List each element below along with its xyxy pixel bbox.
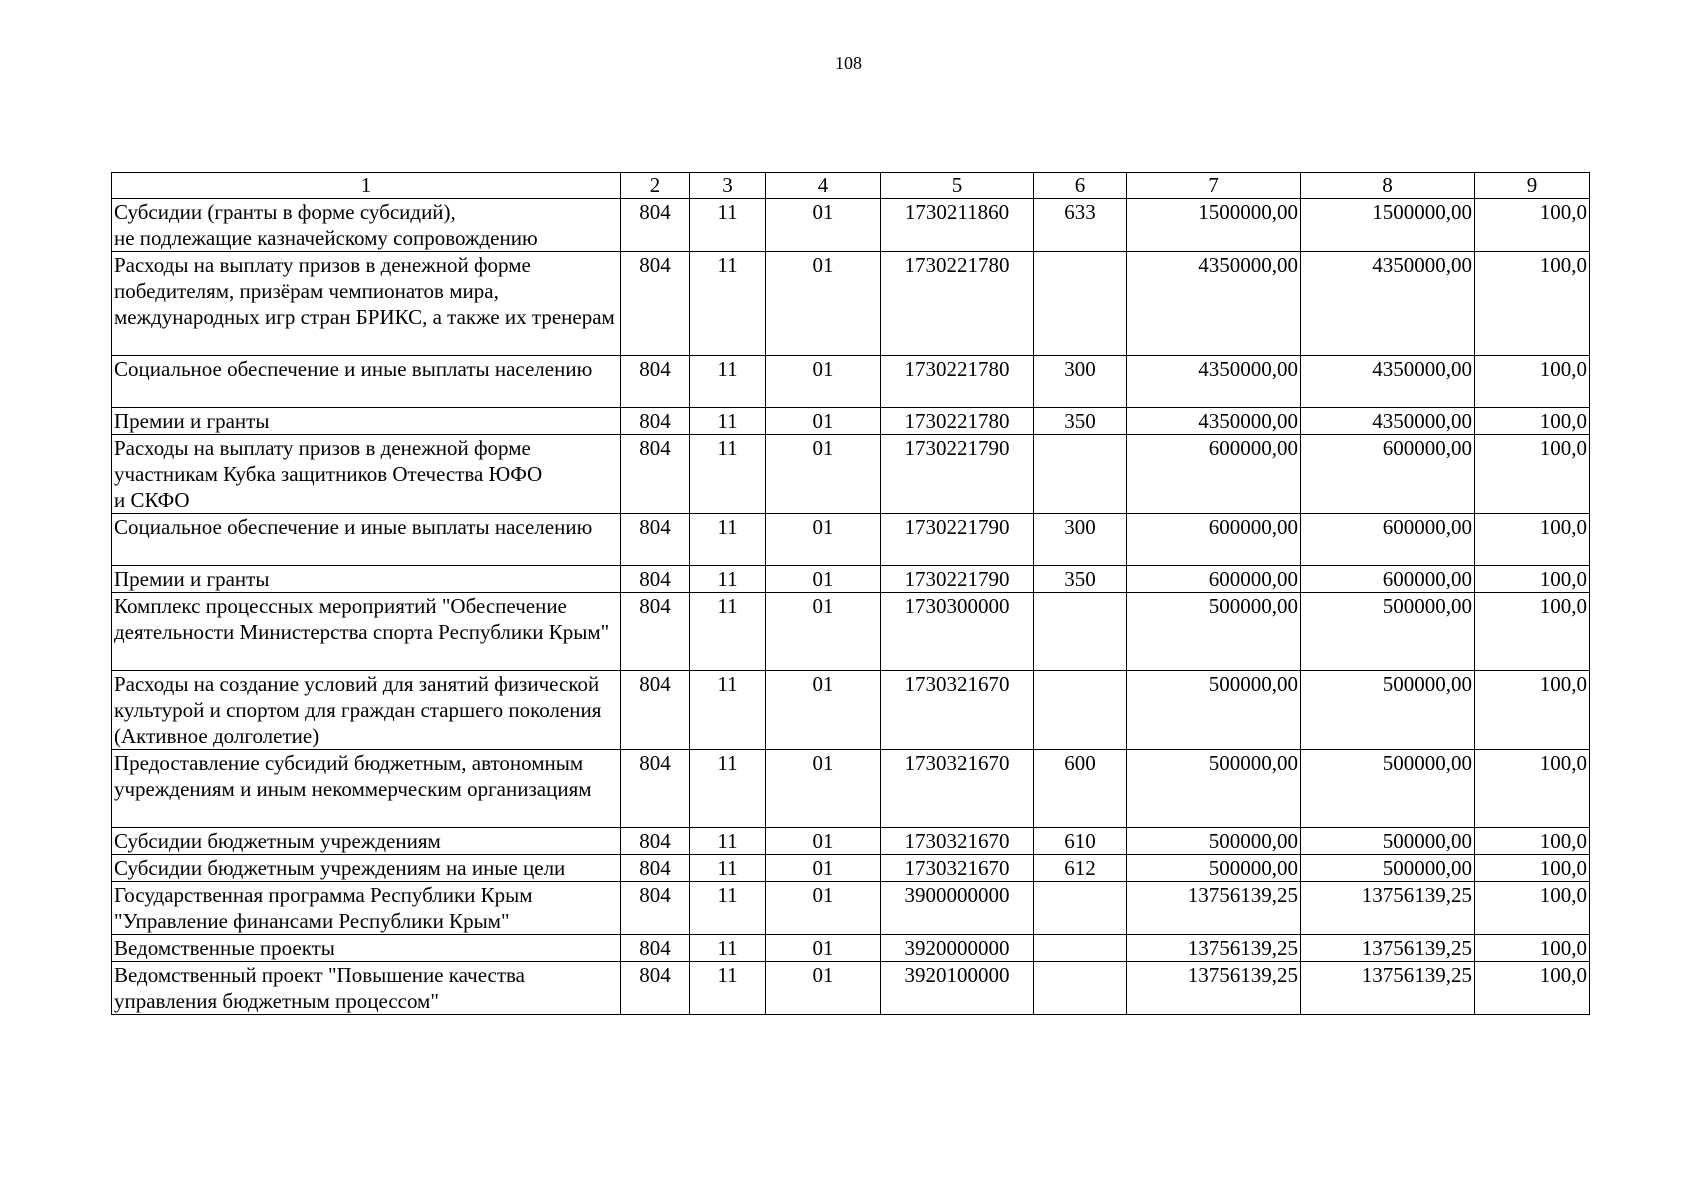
row-amount-planned: 4350000,00 [1127,252,1301,356]
row-subsection-code: 01 [766,962,881,1015]
row-admin-code: 804 [621,566,690,593]
row-name: Премии и гранты [112,408,621,435]
table-row [112,882,1590,935]
row-amount-planned: 500000,00 [1127,855,1301,882]
row-amount-executed: 4350000,00 [1301,356,1475,408]
row-section-code: 11 [690,408,766,435]
row-expense-type: 612 [1034,855,1127,882]
row-target-code: 1730300000 [881,593,1034,671]
row-target-code: 1730321670 [881,750,1034,828]
row-name: Расходы на создание условий для занятий физической культурой и спортом для граждан старшего поколения (Активное долголетие) [112,671,621,750]
row-name: Государственная программа Республики Крым "Управление финансами Республики Крым" [112,882,621,935]
row-admin-code: 804 [621,435,690,514]
row-amount-executed: 500000,00 [1301,593,1475,671]
row-percent: 100,0 [1475,828,1590,855]
row-expense-type [1034,935,1127,962]
row-name: Расходы на выплату призов в денежной форме победителям, призёрам чемпионатов мира, международных игр стран БРИКС, а также их тренерам [112,252,621,356]
row-section-code: 11 [690,828,766,855]
row-name: Субсидии бюджетным учреждениям [112,828,621,855]
row-expense-type: 350 [1034,408,1127,435]
row-subsection-code: 01 [766,252,881,356]
row-subsection-code: 01 [766,671,881,750]
row-target-code: 1730221780 [881,356,1034,408]
row-target-code: 1730221780 [881,408,1034,435]
row-expense-type [1034,962,1127,1015]
row-amount-executed: 13756139,25 [1301,962,1475,1015]
row-target-code: 3920100000 [881,962,1034,1015]
table-row [112,935,1590,962]
row-percent: 100,0 [1475,408,1590,435]
row-name: Премии и гранты [112,566,621,593]
row-expense-type [1034,882,1127,935]
row-percent: 100,0 [1475,435,1590,514]
table-row [112,199,1590,252]
table-body [112,199,1590,1015]
row-subsection-code: 01 [766,593,881,671]
row-admin-code: 804 [621,935,690,962]
row-amount-planned: 4350000,00 [1127,408,1301,435]
table-row [112,962,1590,1015]
row-admin-code: 804 [621,855,690,882]
column-header: 9 [1475,173,1590,199]
row-percent: 100,0 [1475,671,1590,750]
row-admin-code: 804 [621,671,690,750]
row-expense-type [1034,252,1127,356]
row-section-code: 11 [690,593,766,671]
row-expense-type [1034,593,1127,671]
row-percent: 100,0 [1475,356,1590,408]
row-percent: 100,0 [1475,855,1590,882]
table-row [112,828,1590,855]
column-number-row [112,173,1590,199]
row-amount-executed: 1500000,00 [1301,199,1475,252]
row-admin-code: 804 [621,514,690,566]
row-amount-executed: 600000,00 [1301,435,1475,514]
table-row [112,435,1590,514]
row-section-code: 11 [690,514,766,566]
row-amount-executed: 600000,00 [1301,566,1475,593]
row-admin-code: 804 [621,252,690,356]
table-row [112,356,1590,408]
row-amount-executed: 4350000,00 [1301,252,1475,356]
table-row [112,593,1590,671]
row-amount-executed: 4350000,00 [1301,408,1475,435]
column-header: 2 [621,173,690,199]
row-percent: 100,0 [1475,750,1590,828]
table-row [112,252,1590,356]
row-name: Комплекс процессных мероприятий "Обеспечение деятельности Министерства спорта Республики Крым" [112,593,621,671]
row-amount-executed: 500000,00 [1301,855,1475,882]
row-section-code: 11 [690,252,766,356]
row-target-code: 1730321670 [881,855,1034,882]
row-target-code: 1730321670 [881,671,1034,750]
row-percent: 100,0 [1475,514,1590,566]
table-row [112,671,1590,750]
row-section-code: 11 [690,671,766,750]
row-name: Субсидии (гранты в форме субсидий), не подлежащие казначейскому сопровождению [112,199,621,252]
row-section-code: 11 [690,882,766,935]
row-subsection-code: 01 [766,408,881,435]
row-name: Ведомственный проект "Повышение качества управления бюджетным процессом" [112,962,621,1015]
row-percent: 100,0 [1475,962,1590,1015]
row-amount-executed: 600000,00 [1301,514,1475,566]
row-target-code: 1730211860 [881,199,1034,252]
row-amount-executed: 13756139,25 [1301,882,1475,935]
row-amount-planned: 500000,00 [1127,593,1301,671]
row-amount-executed: 500000,00 [1301,828,1475,855]
row-expense-type: 350 [1034,566,1127,593]
row-section-code: 11 [690,566,766,593]
row-subsection-code: 01 [766,855,881,882]
row-section-code: 11 [690,750,766,828]
row-percent: 100,0 [1475,566,1590,593]
row-section-code: 11 [690,356,766,408]
row-percent: 100,0 [1475,252,1590,356]
row-target-code: 1730321670 [881,828,1034,855]
row-name: Расходы на выплату призов в денежной форме участникам Кубка защитников Отечества ЮФО и СКФО [112,435,621,514]
row-name: Субсидии бюджетным учреждениям на иные цели [112,855,621,882]
row-target-code: 1730221790 [881,435,1034,514]
row-admin-code: 804 [621,750,690,828]
row-target-code: 1730221790 [881,514,1034,566]
row-amount-planned: 500000,00 [1127,828,1301,855]
table-row [112,566,1590,593]
row-admin-code: 804 [621,356,690,408]
row-amount-planned: 600000,00 [1127,435,1301,514]
row-admin-code: 804 [621,408,690,435]
row-name: Социальное обеспечение и иные выплаты населению [112,514,621,566]
row-expense-type [1034,435,1127,514]
row-expense-type: 600 [1034,750,1127,828]
row-name: Ведомственные проекты [112,935,621,962]
row-section-code: 11 [690,435,766,514]
page-number: 108 [835,53,862,73]
row-subsection-code: 01 [766,199,881,252]
row-subsection-code: 01 [766,935,881,962]
row-amount-planned: 1500000,00 [1127,199,1301,252]
row-name: Предоставление субсидий бюджетным, автономным учреждениям и иным некоммерческим организациям [112,750,621,828]
row-expense-type [1034,671,1127,750]
column-header: 4 [766,173,881,199]
table-row [112,408,1590,435]
row-expense-type: 300 [1034,356,1127,408]
row-section-code: 11 [690,935,766,962]
table-row [112,750,1590,828]
row-admin-code: 804 [621,199,690,252]
row-subsection-code: 01 [766,356,881,408]
row-section-code: 11 [690,199,766,252]
row-target-code: 3900000000 [881,882,1034,935]
column-header: 8 [1301,173,1475,199]
row-percent: 100,0 [1475,593,1590,671]
row-percent: 100,0 [1475,882,1590,935]
row-amount-planned: 13756139,25 [1127,935,1301,962]
row-percent: 100,0 [1475,199,1590,252]
row-subsection-code: 01 [766,514,881,566]
row-target-code: 1730221780 [881,252,1034,356]
row-amount-planned: 13756139,25 [1127,882,1301,935]
column-header: 7 [1127,173,1301,199]
row-expense-type: 633 [1034,199,1127,252]
row-subsection-code: 01 [766,750,881,828]
row-percent: 100,0 [1475,935,1590,962]
table-row [112,514,1590,566]
row-amount-planned: 500000,00 [1127,671,1301,750]
row-section-code: 11 [690,962,766,1015]
row-section-code: 11 [690,855,766,882]
column-header: 5 [881,173,1034,199]
table-row [112,855,1590,882]
row-admin-code: 804 [621,828,690,855]
row-expense-type: 610 [1034,828,1127,855]
row-subsection-code: 01 [766,566,881,593]
row-target-code: 1730221790 [881,566,1034,593]
budget-table [111,172,1590,1015]
row-expense-type: 300 [1034,514,1127,566]
row-amount-executed: 500000,00 [1301,671,1475,750]
row-subsection-code: 01 [766,435,881,514]
column-header: 1 [112,173,621,199]
row-admin-code: 804 [621,962,690,1015]
column-header: 6 [1034,173,1127,199]
row-amount-planned: 13756139,25 [1127,962,1301,1015]
row-admin-code: 804 [621,882,690,935]
row-admin-code: 804 [621,593,690,671]
row-amount-executed: 500000,00 [1301,750,1475,828]
row-name: Социальное обеспечение и иные выплаты населению [112,356,621,408]
row-amount-planned: 4350000,00 [1127,356,1301,408]
row-subsection-code: 01 [766,828,881,855]
row-amount-executed: 13756139,25 [1301,935,1475,962]
row-subsection-code: 01 [766,882,881,935]
row-amount-planned: 600000,00 [1127,514,1301,566]
column-header: 3 [690,173,766,199]
row-target-code: 3920000000 [881,935,1034,962]
row-amount-planned: 600000,00 [1127,566,1301,593]
row-amount-planned: 500000,00 [1127,750,1301,828]
